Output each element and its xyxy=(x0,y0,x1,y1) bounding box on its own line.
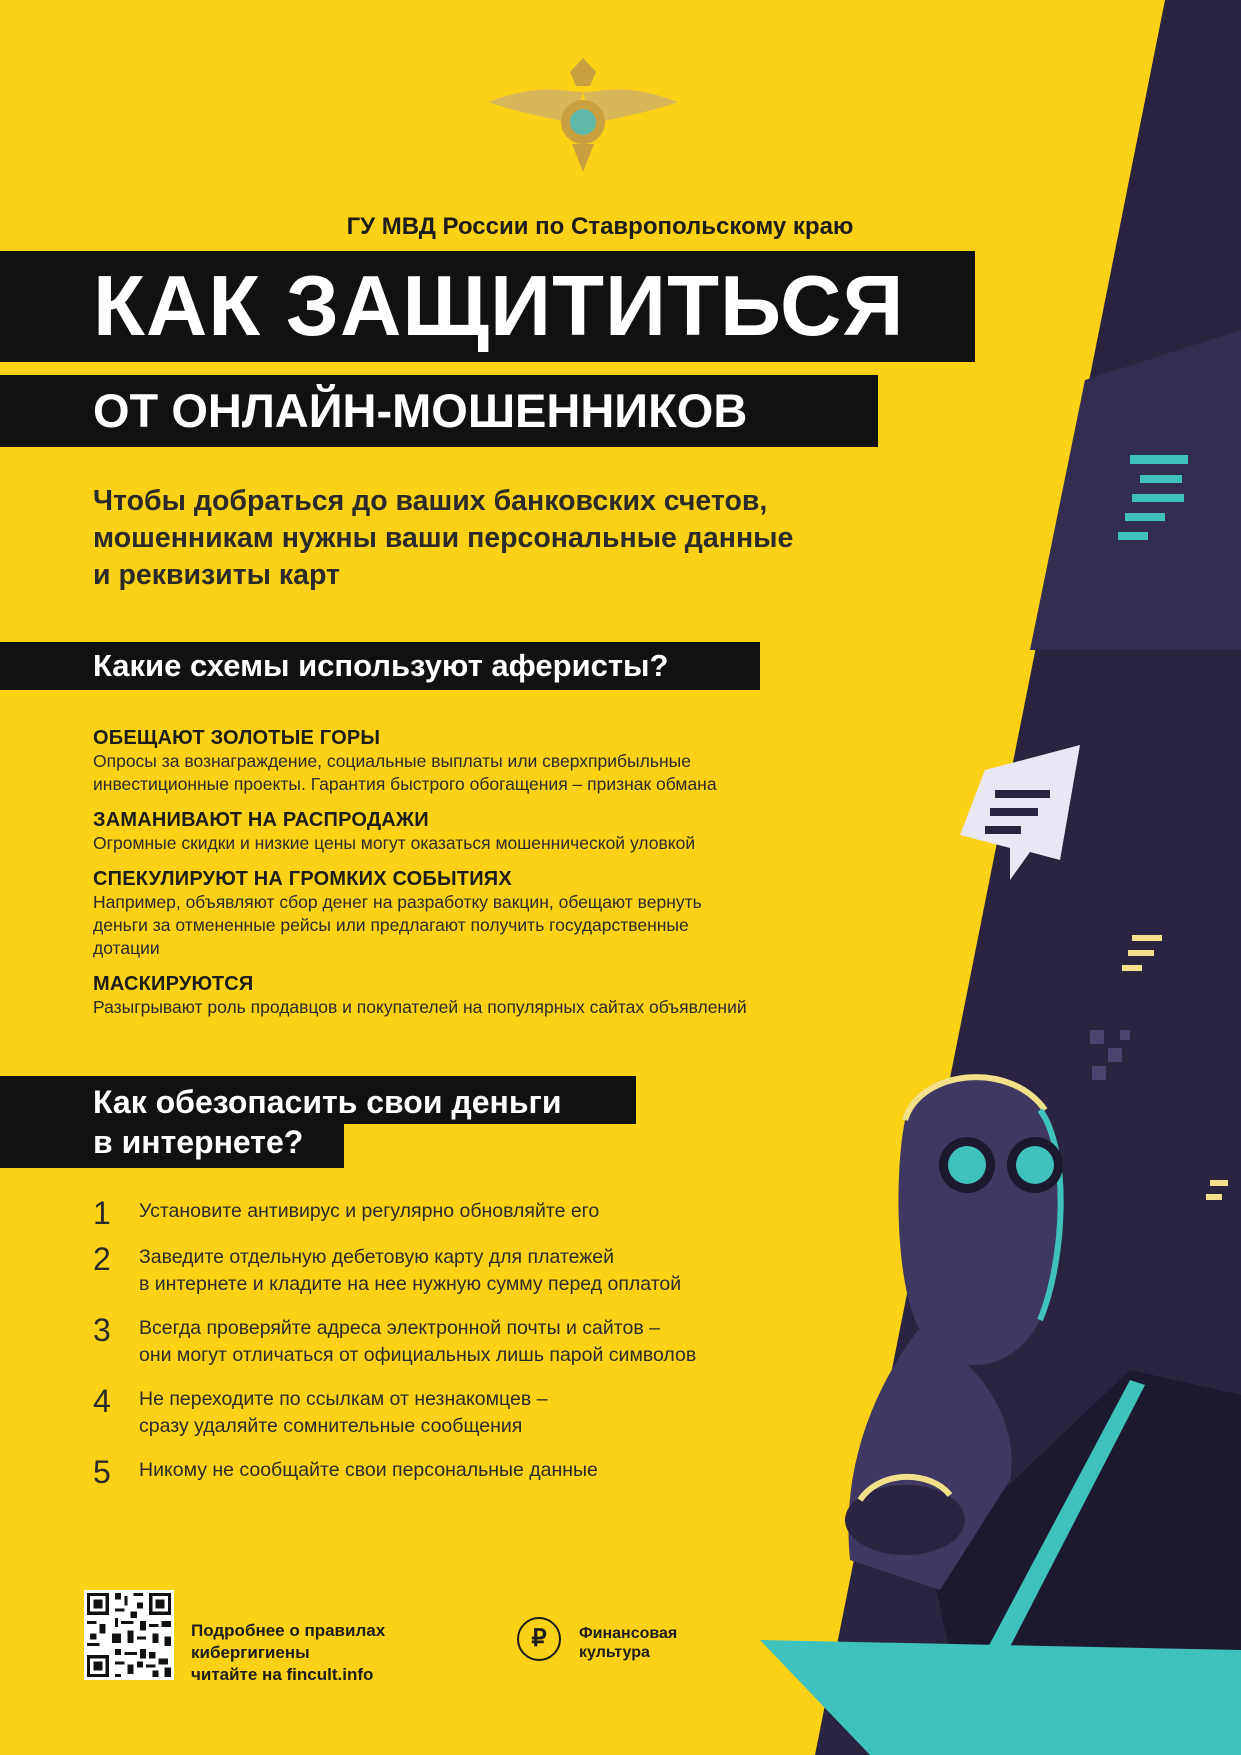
scheme-item xyxy=(93,972,843,1019)
tip-text: Всегда проверяйте адреса электронной почты и сайтов – xyxy=(139,1317,660,1339)
scheme-title: СПЕКУЛИРУЮТ НА ГРОМКИХ СОБЫТИЯХ xyxy=(93,868,512,890)
scheme-desc: Например, объявляют сбор денег на разработку вакцин, обещают вернуть xyxy=(93,892,702,912)
brand-line: культура xyxy=(579,1644,650,1661)
tip-text: Никому не сообщайте свои персональные данные xyxy=(139,1459,598,1481)
monitor-shape xyxy=(1030,330,1241,650)
tip-number: 5 xyxy=(93,1454,111,1490)
scheme-item xyxy=(93,726,843,796)
tip-item xyxy=(93,1312,793,1369)
scheme-desc: деньги за отмененные рейсы или предлагают получить государственные xyxy=(93,915,689,935)
tip-item xyxy=(93,1241,793,1298)
tip-item xyxy=(93,1383,793,1440)
tip-number: 4 xyxy=(93,1383,111,1419)
scheme-item xyxy=(93,808,843,855)
more-info-line: Подробнее о правилах xyxy=(191,1621,386,1640)
tip-number: 3 xyxy=(93,1312,111,1348)
more-info-line: кибергигиены xyxy=(191,1643,310,1662)
main-title-line1: КАК ЗАЩИТИТЬСЯ xyxy=(0,251,975,362)
tips-list xyxy=(93,1195,793,1490)
intro-line: Чтобы добраться до ваших банковских счетов, xyxy=(93,485,768,517)
scheme-desc: дотации xyxy=(93,938,160,958)
scheme-desc: Разыгрывают роль продавцов и покупателей на популярных сайтах объявлений xyxy=(93,997,747,1017)
scheme-item xyxy=(93,867,843,960)
scheme-desc: Огромные скидки и низкие цены могут оказаться мошеннической уловкой xyxy=(93,833,696,853)
tip-text: в интернете и кладите на нее нужную сумму перед оплатой xyxy=(139,1273,682,1295)
tip-text: сразу удаляйте сомнительные сообщения xyxy=(139,1415,523,1437)
organization-name: ГУ МВД России по Ставропольскому краю xyxy=(346,213,854,240)
schemes-heading: Какие схемы используют аферисты? xyxy=(0,642,760,690)
tip-item xyxy=(93,1454,793,1490)
tip-text: Заведите отдельную дебетовую карту для платежей xyxy=(139,1246,614,1268)
intro-text xyxy=(93,483,893,594)
brand-line: Финансовая xyxy=(579,1625,678,1642)
tip-number: 1 xyxy=(93,1195,111,1231)
protect-heading-line2: в интернете? xyxy=(0,1120,344,1168)
tip-item xyxy=(93,1195,793,1231)
scheme-title: ЗАМАНИВАЮТ НА РАСПРОДАЖИ xyxy=(93,809,429,831)
schemes-list xyxy=(93,726,843,1031)
scheme-title: ОБЕЩАЮТ ЗОЛОТЫЕ ГОРЫ xyxy=(93,727,381,749)
more-info-link[interactable]: читайте на fincult.info xyxy=(191,1665,374,1684)
police-emblem-icon xyxy=(482,52,684,180)
more-info-text xyxy=(191,1620,441,1686)
brand-name xyxy=(579,1624,719,1662)
intro-line: и реквизиты карт xyxy=(93,559,341,591)
ruble-logo-icon: ₽ xyxy=(517,1617,561,1661)
scheme-title: МАСКИРУЮТСЯ xyxy=(93,973,254,995)
protect-heading-line1: Как обезопасить свои деньги xyxy=(0,1076,636,1124)
tip-text: они могут отличаться от официальных лишь парой символов xyxy=(139,1344,697,1366)
tip-text: Не переходите по ссылкам от незнакомцев – xyxy=(139,1388,548,1410)
qr-code-icon[interactable] xyxy=(84,1590,174,1680)
intro-line: мошенникам нужны ваши персональные данные xyxy=(93,522,794,554)
tip-text: Установите антивирус и регулярно обновляйте его xyxy=(139,1200,600,1222)
tip-number: 2 xyxy=(93,1241,111,1277)
main-title-line2: ОТ ОНЛАЙН-МОШЕННИКОВ xyxy=(0,375,878,447)
scheme-desc: Опросы за вознаграждение, социальные выплаты или сверхприбыльные xyxy=(93,751,691,771)
scheme-desc: инвестиционные проекты. Гарантия быстрого обогащения – признак обмана xyxy=(93,774,717,794)
